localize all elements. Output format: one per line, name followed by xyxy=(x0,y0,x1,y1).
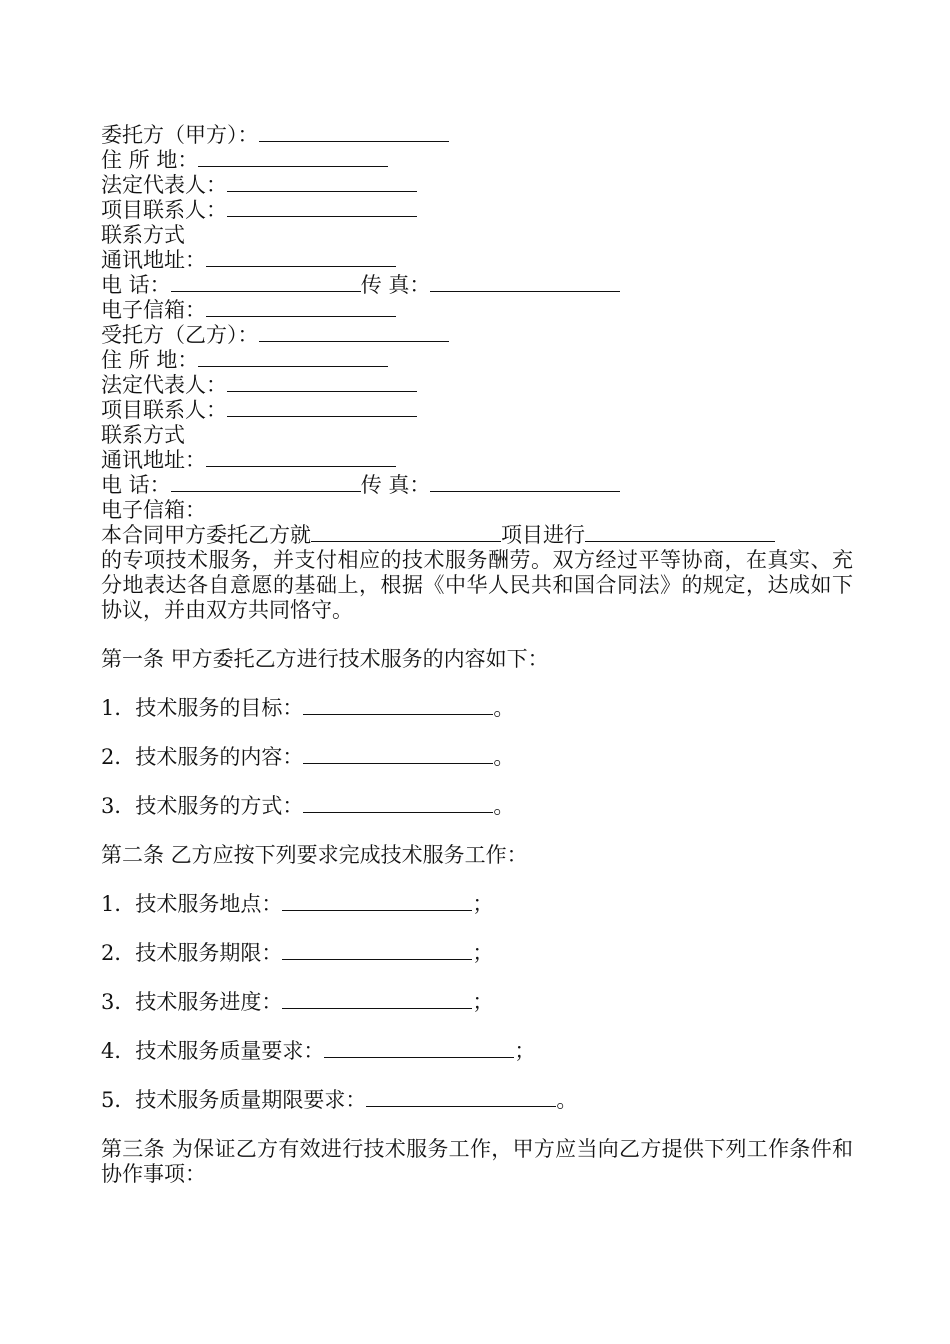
blank-field xyxy=(282,990,472,1009)
article1-item-2 xyxy=(101,745,853,770)
party-a-title-line xyxy=(101,123,853,148)
blank-field xyxy=(311,523,501,542)
blank-field xyxy=(282,941,472,960)
party-b-title: 受托方（乙方）： xyxy=(101,323,259,347)
blank-field xyxy=(430,473,620,492)
article2-item-4 xyxy=(101,1039,853,1064)
article1-item-3 xyxy=(101,794,853,819)
email-label: 电子信箱： xyxy=(101,498,206,522)
party-b-legal-rep-line xyxy=(101,373,853,398)
blank-field xyxy=(430,273,620,292)
address-label: 住 所 地： xyxy=(101,348,199,372)
article1-item-1 xyxy=(101,696,853,721)
blank-field xyxy=(206,298,396,317)
item-label: 1．技术服务地点： xyxy=(101,892,283,916)
preamble-first-line xyxy=(101,523,853,548)
item-end: 。 xyxy=(556,1088,578,1112)
item-label: 3．技术服务的方式： xyxy=(101,794,304,818)
party-b-contact-method: 联系方式 xyxy=(101,423,185,447)
article2-item-1 xyxy=(101,892,853,917)
blank-field xyxy=(227,198,417,217)
item-label: 5．技术服务质量期限要求： xyxy=(101,1088,367,1112)
email-label: 电子信箱： xyxy=(101,298,206,322)
item-end: ； xyxy=(472,941,494,965)
item-end: 。 xyxy=(493,696,515,720)
party-a-address-line xyxy=(101,148,853,173)
article2-heading: 第二条 乙方应按下列要求完成技术服务工作： xyxy=(101,843,528,867)
item-label: 3．技术服务进度： xyxy=(101,990,283,1014)
party-b-email-line xyxy=(101,498,853,523)
contact-person-label: 项目联系人： xyxy=(101,198,227,222)
blank-field xyxy=(171,473,361,492)
preamble-part2: 项目进行 xyxy=(501,523,585,547)
phone-label: 电 话： xyxy=(101,273,171,297)
blank-field xyxy=(206,448,396,467)
fax-label: 传 真： xyxy=(360,473,431,497)
mail-address-label: 通讯地址： xyxy=(101,448,206,472)
item-end: ； xyxy=(472,892,494,916)
party-b-address-line xyxy=(101,348,853,373)
party-a-email-line xyxy=(101,298,853,323)
party-b-mail-line xyxy=(101,448,853,473)
party-a-mail-line xyxy=(101,248,853,273)
blank-field xyxy=(259,323,449,342)
item-end: 。 xyxy=(493,794,515,818)
party-b-phone-line xyxy=(101,473,853,498)
blank-field xyxy=(303,794,493,813)
item-end: ； xyxy=(514,1039,536,1063)
blank-field xyxy=(282,892,472,911)
party-a-contact-method: 联系方式 xyxy=(101,223,185,247)
article3-heading: 第三条 为保证乙方有效进行技术服务工作，甲方应当向乙方提供下列工作条件和协作事项： xyxy=(101,1137,853,1186)
party-a-title: 委托方（甲方）： xyxy=(101,123,259,147)
article2-item-5 xyxy=(101,1088,853,1113)
preamble-body: 的专项技术服务，并支付相应的技术服务酬劳。双方经过平等协商，在真实、充分地表达各自意愿的基础上，根据《中华人民共和国合同法》的规定，达成如下协议，并由双方共同恪守。 xyxy=(101,548,853,622)
party-a-phone-line xyxy=(101,273,853,298)
contact-person-label: 项目联系人： xyxy=(101,398,227,422)
blank-field xyxy=(259,123,449,142)
blank-field xyxy=(227,173,417,192)
party-a-contact-line xyxy=(101,198,853,223)
blank-field xyxy=(198,348,388,367)
blank-field xyxy=(324,1039,514,1058)
blank-field xyxy=(585,523,775,542)
item-label: 2．技术服务的内容： xyxy=(101,745,304,769)
blank-field xyxy=(303,745,493,764)
blank-field xyxy=(206,248,396,267)
item-end: 。 xyxy=(493,745,515,769)
legal-rep-label: 法定代表人： xyxy=(101,373,227,397)
phone-label: 电 话： xyxy=(101,473,171,497)
article2-item-2 xyxy=(101,941,853,966)
blank-field xyxy=(227,398,417,417)
mail-address-label: 通讯地址： xyxy=(101,248,206,272)
blank-field xyxy=(171,273,361,292)
blank-field xyxy=(198,148,388,167)
party-b-title-line xyxy=(101,323,853,348)
preamble-part1: 本合同甲方委托乙方就 xyxy=(101,523,311,547)
legal-rep-label: 法定代表人： xyxy=(101,173,227,197)
contract-page xyxy=(101,123,853,1187)
blank-field xyxy=(227,373,417,392)
address-label: 住 所 地： xyxy=(101,148,199,172)
article2-item-3 xyxy=(101,990,853,1015)
fax-label: 传 真： xyxy=(360,273,431,297)
blank-field xyxy=(303,696,493,715)
article1-heading: 第一条 甲方委托乙方进行技术服务的内容如下： xyxy=(101,647,549,671)
item-end: ； xyxy=(472,990,494,1014)
item-label: 4．技术服务质量要求： xyxy=(101,1039,325,1063)
item-label: 1．技术服务的目标： xyxy=(101,696,304,720)
blank-field xyxy=(366,1088,556,1107)
item-label: 2．技术服务期限： xyxy=(101,941,283,965)
party-b-contact-line xyxy=(101,398,853,423)
party-a-legal-rep-line xyxy=(101,173,853,198)
